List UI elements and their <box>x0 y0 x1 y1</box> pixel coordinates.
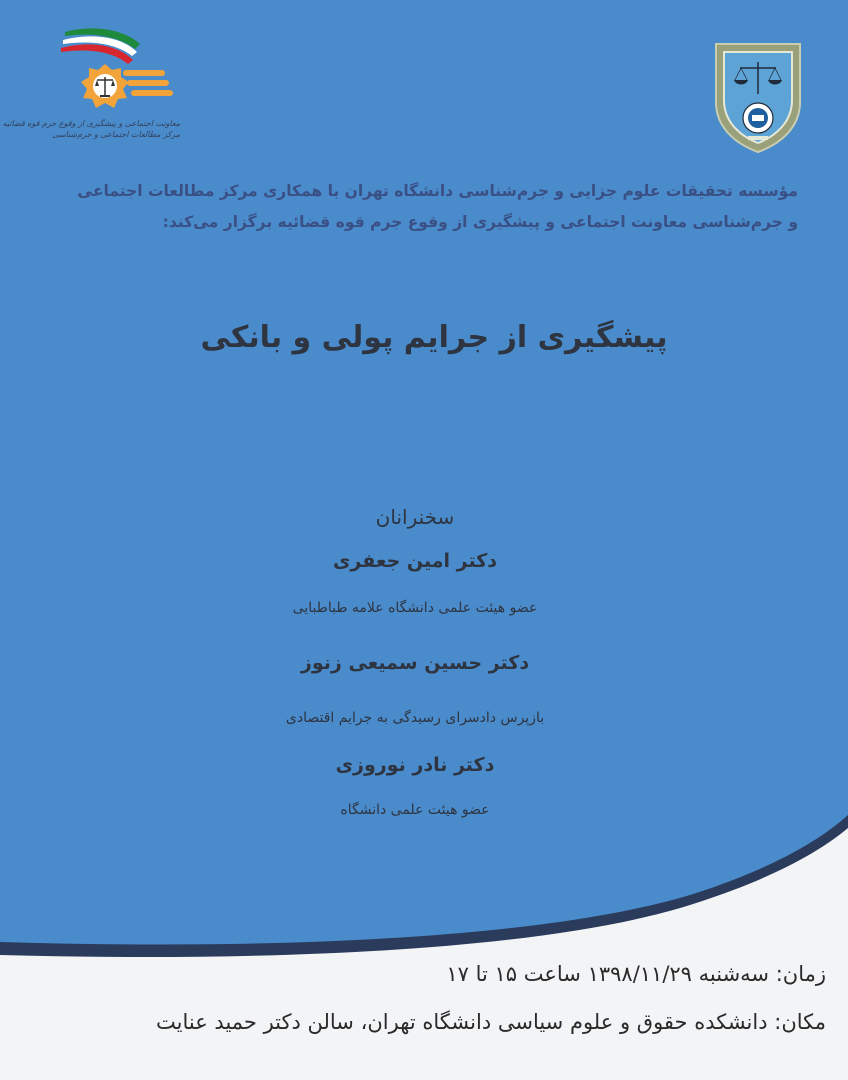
event-time: زمان: سه‌شنبه ۱۳۹۸/۱۱/۲۹ ساعت ۱۵ تا ۱۷ <box>446 962 826 986</box>
speaker-1-name: دکتر امین جعفری <box>332 550 498 572</box>
speaker-2-affiliation: بازپرس دادسرای رسیدگی به جرایم اقتصادی <box>285 710 545 726</box>
intro-paragraph <box>38 176 798 238</box>
left-logo-caption <box>2 118 180 140</box>
event-title: پیشگیری از جرایم پولی و بانکی <box>200 320 668 355</box>
intro-line-1: مؤسسه تحقیقات علوم جزایی و جرم‌شناسی دانشگاه تهران با همکاری مرکز مطالعات اجتماعی <box>77 182 798 200</box>
left-logo-caption-line2: مرکز مطالعات اجتماعی و جرم‌شناسی <box>52 130 180 139</box>
speaker-2-name: دکتر حسین سمیعی زنوز <box>300 652 530 674</box>
criminal-law-institute-emblem-icon <box>710 36 806 156</box>
speakers-heading: سخنرانان <box>375 505 455 529</box>
event-location: مکان: دانشکده حقوق و علوم سیاسی دانشگاه تهران، سالن دکتر حمید عنایت <box>156 1010 826 1034</box>
speaker-3-affiliation: عضو هیئت علمی دانشگاه <box>340 802 490 818</box>
left-logo-caption-line1: معاونت اجتماعی و پیشگیری از وقوع جرم قوه قضائیه <box>2 119 180 128</box>
intro-line-2: و جرم‌شناسی معاونت اجتماعی و پیشگیری از وقوع جرم قوه قضائیه برگزار می‌کند: <box>162 213 798 231</box>
speaker-1-affiliation: عضو هیئت علمی دانشگاه علامه طباطبایی <box>292 600 538 616</box>
speaker-3-name: دکتر نادر نوروزی <box>335 754 495 776</box>
